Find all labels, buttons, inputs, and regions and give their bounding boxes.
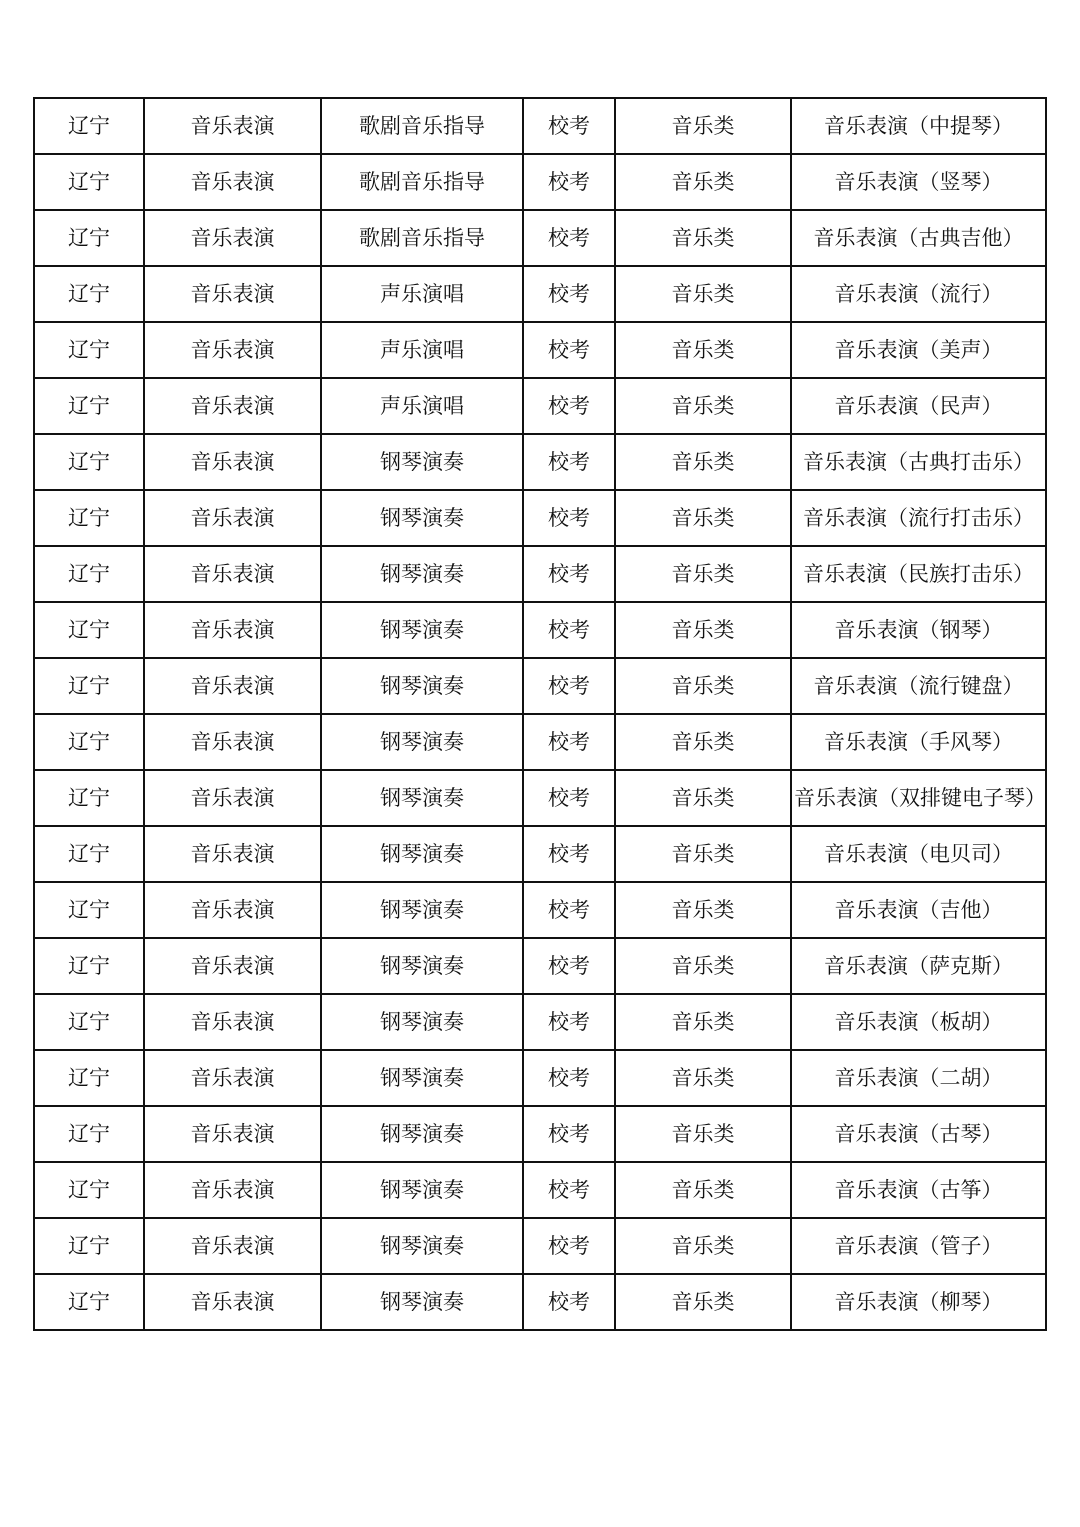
table-row: [34, 602, 1046, 658]
category-cell: 音乐类: [615, 266, 791, 322]
direction-cell: 钢琴演奏: [321, 1162, 523, 1218]
table-row: [34, 1162, 1046, 1218]
program-cell: 音乐表演（古筝）: [791, 1162, 1046, 1218]
direction-cell: 钢琴演奏: [321, 658, 523, 714]
direction-cell: 钢琴演奏: [321, 770, 523, 826]
table-row: [34, 98, 1046, 154]
exam-type-cell: 校考: [523, 322, 615, 378]
major-cell: 音乐表演: [144, 378, 321, 434]
category-cell: 音乐类: [615, 994, 791, 1050]
direction-cell: 钢琴演奏: [321, 882, 523, 938]
major-cell: 音乐表演: [144, 434, 321, 490]
category-cell: 音乐类: [615, 1274, 791, 1330]
province-cell: 辽宁: [34, 434, 144, 490]
category-cell: 音乐类: [615, 210, 791, 266]
province-cell: 辽宁: [34, 210, 144, 266]
category-cell: 音乐类: [615, 322, 791, 378]
program-cell: 音乐表演（中提琴）: [791, 98, 1046, 154]
admissions-table: [33, 97, 1047, 1331]
major-cell: 音乐表演: [144, 154, 321, 210]
table-row: [34, 882, 1046, 938]
exam-type-cell: 校考: [523, 714, 615, 770]
exam-type-cell: 校考: [523, 1106, 615, 1162]
program-cell: 音乐表演（民声）: [791, 378, 1046, 434]
program-cell: 音乐表演（流行）: [791, 266, 1046, 322]
exam-type-cell: 校考: [523, 266, 615, 322]
major-cell: 音乐表演: [144, 602, 321, 658]
program-cell: 音乐表演（竖琴）: [791, 154, 1046, 210]
program-cell: 音乐表演（流行键盘）: [791, 658, 1046, 714]
exam-type-cell: 校考: [523, 658, 615, 714]
province-cell: 辽宁: [34, 714, 144, 770]
province-cell: 辽宁: [34, 154, 144, 210]
table-row: [34, 1274, 1046, 1330]
table-row: [34, 434, 1046, 490]
table-row: [34, 1050, 1046, 1106]
table-row: [34, 546, 1046, 602]
category-cell: 音乐类: [615, 434, 791, 490]
program-cell: 音乐表演（流行打击乐）: [791, 490, 1046, 546]
category-cell: 音乐类: [615, 378, 791, 434]
program-cell: 音乐表演（管子）: [791, 1218, 1046, 1274]
category-cell: 音乐类: [615, 938, 791, 994]
province-cell: 辽宁: [34, 546, 144, 602]
province-cell: 辽宁: [34, 1274, 144, 1330]
exam-type-cell: 校考: [523, 602, 615, 658]
province-cell: 辽宁: [34, 602, 144, 658]
province-cell: 辽宁: [34, 658, 144, 714]
program-cell: 音乐表演（手风琴）: [791, 714, 1046, 770]
major-cell: 音乐表演: [144, 266, 321, 322]
table-row: [34, 210, 1046, 266]
category-cell: 音乐类: [615, 1162, 791, 1218]
province-cell: 辽宁: [34, 1050, 144, 1106]
program-cell: 音乐表演（古典吉他）: [791, 210, 1046, 266]
table-row: [34, 770, 1046, 826]
major-cell: 音乐表演: [144, 98, 321, 154]
major-cell: 音乐表演: [144, 546, 321, 602]
exam-type-cell: 校考: [523, 378, 615, 434]
province-cell: 辽宁: [34, 994, 144, 1050]
table-row: [34, 322, 1046, 378]
exam-type-cell: 校考: [523, 770, 615, 826]
program-cell: 音乐表演（吉他）: [791, 882, 1046, 938]
program-cell: 音乐表演（美声）: [791, 322, 1046, 378]
direction-cell: 钢琴演奏: [321, 938, 523, 994]
direction-cell: 钢琴演奏: [321, 1274, 523, 1330]
direction-cell: 钢琴演奏: [321, 826, 523, 882]
direction-cell: 歌剧音乐指导: [321, 154, 523, 210]
exam-type-cell: 校考: [523, 154, 615, 210]
direction-cell: 声乐演唱: [321, 378, 523, 434]
category-cell: 音乐类: [615, 714, 791, 770]
province-cell: 辽宁: [34, 98, 144, 154]
program-cell: 音乐表演（双排键电子琴）: [791, 770, 1046, 826]
table-row: [34, 826, 1046, 882]
table-row: [34, 1106, 1046, 1162]
table-row: [34, 378, 1046, 434]
exam-type-cell: 校考: [523, 1050, 615, 1106]
province-cell: 辽宁: [34, 1162, 144, 1218]
major-cell: 音乐表演: [144, 1274, 321, 1330]
direction-cell: 歌剧音乐指导: [321, 210, 523, 266]
category-cell: 音乐类: [615, 154, 791, 210]
table-body: [34, 98, 1046, 1330]
table-row: [34, 714, 1046, 770]
major-cell: 音乐表演: [144, 1218, 321, 1274]
province-cell: 辽宁: [34, 938, 144, 994]
province-cell: 辽宁: [34, 882, 144, 938]
major-cell: 音乐表演: [144, 210, 321, 266]
table-row: [34, 658, 1046, 714]
program-cell: 音乐表演（古典打击乐）: [791, 434, 1046, 490]
province-cell: 辽宁: [34, 378, 144, 434]
direction-cell: 声乐演唱: [321, 322, 523, 378]
major-cell: 音乐表演: [144, 1162, 321, 1218]
program-cell: 音乐表演（钢琴）: [791, 602, 1046, 658]
province-cell: 辽宁: [34, 490, 144, 546]
major-cell: 音乐表演: [144, 490, 321, 546]
category-cell: 音乐类: [615, 490, 791, 546]
major-cell: 音乐表演: [144, 770, 321, 826]
exam-type-cell: 校考: [523, 1162, 615, 1218]
province-cell: 辽宁: [34, 770, 144, 826]
exam-type-cell: 校考: [523, 210, 615, 266]
province-cell: 辽宁: [34, 1106, 144, 1162]
exam-type-cell: 校考: [523, 882, 615, 938]
major-cell: 音乐表演: [144, 938, 321, 994]
program-cell: 音乐表演（民族打击乐）: [791, 546, 1046, 602]
program-cell: 音乐表演（萨克斯）: [791, 938, 1046, 994]
direction-cell: 钢琴演奏: [321, 490, 523, 546]
exam-type-cell: 校考: [523, 938, 615, 994]
major-cell: 音乐表演: [144, 1106, 321, 1162]
direction-cell: 钢琴演奏: [321, 1050, 523, 1106]
direction-cell: 钢琴演奏: [321, 714, 523, 770]
table-row: [34, 490, 1046, 546]
table-row: [34, 154, 1046, 210]
exam-type-cell: 校考: [523, 1218, 615, 1274]
exam-type-cell: 校考: [523, 994, 615, 1050]
exam-type-cell: 校考: [523, 490, 615, 546]
exam-type-cell: 校考: [523, 98, 615, 154]
exam-type-cell: 校考: [523, 826, 615, 882]
major-cell: 音乐表演: [144, 882, 321, 938]
major-cell: 音乐表演: [144, 826, 321, 882]
program-cell: 音乐表演（二胡）: [791, 1050, 1046, 1106]
program-cell: 音乐表演（古琴）: [791, 1106, 1046, 1162]
category-cell: 音乐类: [615, 882, 791, 938]
exam-type-cell: 校考: [523, 1274, 615, 1330]
category-cell: 音乐类: [615, 770, 791, 826]
program-cell: 音乐表演（电贝司）: [791, 826, 1046, 882]
direction-cell: 钢琴演奏: [321, 602, 523, 658]
category-cell: 音乐类: [615, 1218, 791, 1274]
major-cell: 音乐表演: [144, 658, 321, 714]
direction-cell: 钢琴演奏: [321, 546, 523, 602]
table-row: [34, 994, 1046, 1050]
direction-cell: 钢琴演奏: [321, 1106, 523, 1162]
direction-cell: 钢琴演奏: [321, 994, 523, 1050]
direction-cell: 钢琴演奏: [321, 434, 523, 490]
province-cell: 辽宁: [34, 266, 144, 322]
direction-cell: 声乐演唱: [321, 266, 523, 322]
direction-cell: 歌剧音乐指导: [321, 98, 523, 154]
category-cell: 音乐类: [615, 826, 791, 882]
category-cell: 音乐类: [615, 658, 791, 714]
category-cell: 音乐类: [615, 1050, 791, 1106]
major-cell: 音乐表演: [144, 994, 321, 1050]
province-cell: 辽宁: [34, 1218, 144, 1274]
direction-cell: 钢琴演奏: [321, 1218, 523, 1274]
major-cell: 音乐表演: [144, 1050, 321, 1106]
category-cell: 音乐类: [615, 602, 791, 658]
category-cell: 音乐类: [615, 98, 791, 154]
province-cell: 辽宁: [34, 322, 144, 378]
table-row: [34, 938, 1046, 994]
program-cell: 音乐表演（板胡）: [791, 994, 1046, 1050]
major-cell: 音乐表演: [144, 714, 321, 770]
major-cell: 音乐表演: [144, 322, 321, 378]
exam-type-cell: 校考: [523, 434, 615, 490]
program-cell: 音乐表演（柳琴）: [791, 1274, 1046, 1330]
exam-type-cell: 校考: [523, 546, 615, 602]
category-cell: 音乐类: [615, 546, 791, 602]
table-row: [34, 266, 1046, 322]
category-cell: 音乐类: [615, 1106, 791, 1162]
province-cell: 辽宁: [34, 826, 144, 882]
table-row: [34, 1218, 1046, 1274]
